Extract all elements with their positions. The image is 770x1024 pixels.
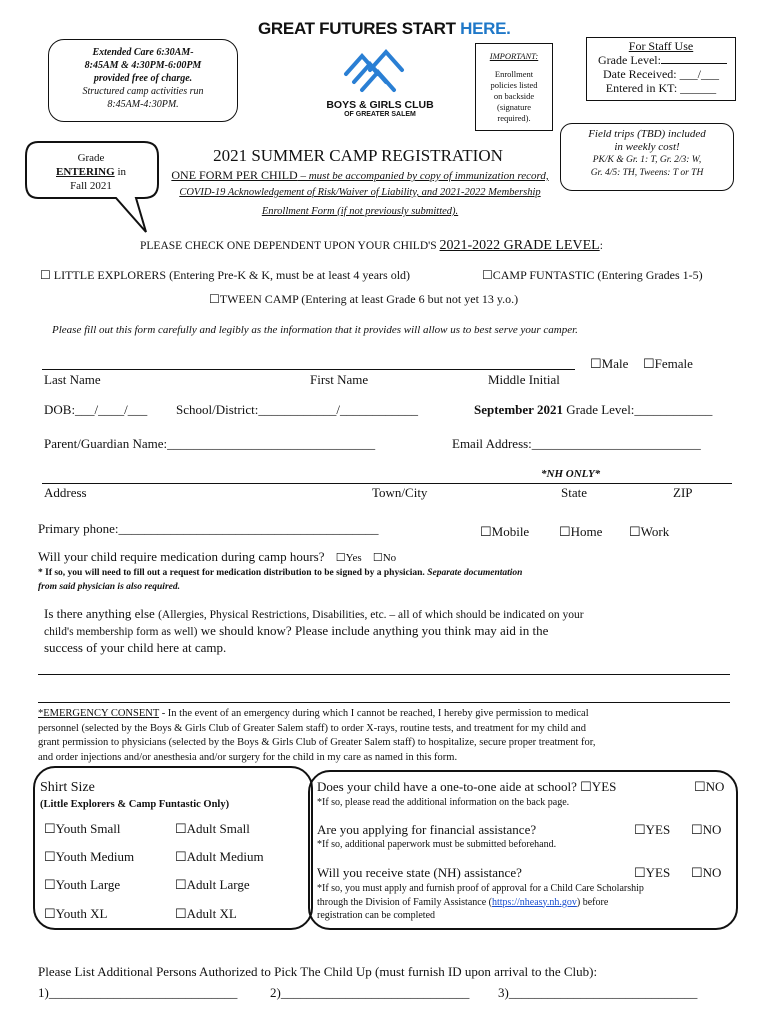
field-trips-line2: in weekly cost! [614,141,680,153]
medication-note-b: Separate documentation [427,568,523,578]
adult-large-checkbox[interactable]: ☐Adult Large [175,877,250,892]
pickup-person-2[interactable]: 2)_____________________________ [270,985,470,1000]
email-field[interactable]: Email Address:__________________________ [452,436,701,451]
field-trips-text [560,128,734,180]
state-no-checkbox[interactable]: ☐NO [691,865,722,880]
parent-guardian-field[interactable]: Parent/Guardian Name:________________________________ [44,436,376,451]
important-line2: policies listed [490,80,538,90]
staff-grade-label: Grade Level: [598,53,661,67]
medication-question: Will your child require medication during camp hours? [38,549,325,564]
emergency-text2: personnel (selected by the Boys & Girls Club of Greater Salem staff) to order X-rays, routine tests, and treatment for my child and [38,722,586,734]
financial-question: Are you applying for financial assistance? [317,822,537,837]
slogan-here: HERE. [460,19,511,38]
important-line5: required). [497,113,531,123]
financial-no-checkbox[interactable]: ☐NO [691,822,722,837]
medication-no-checkbox[interactable]: ☐No [372,552,397,564]
aide-no-checkbox[interactable]: ☐NO [694,779,725,794]
dob-field[interactable]: DOB:___/____/___ [44,402,148,417]
boys-girls-club-logo-icon [340,44,406,96]
zip-label: ZIP [673,485,693,500]
youth-medium-checkbox[interactable]: ☐Youth Medium [44,849,135,864]
aide-note: *If so, please read the additional information on the back page. [317,797,570,808]
nh-only-note: *NH ONLY* [541,468,601,480]
state-label: State [561,485,587,500]
last-name-label: Last Name [44,372,101,387]
medication-note-a: * If so, you will need to fill out a request for medication distribution to be signed by a physician. [38,568,425,578]
name-line[interactable] [42,369,575,370]
staff-use-text [586,39,736,95]
address-line[interactable] [42,483,732,484]
town-city-label: Town/City [372,485,428,500]
first-name-label: First Name [310,372,369,387]
program-camp-funtastic[interactable]: ☐CAMP FUNTASTIC (Entering Grades 1-5) [482,268,703,282]
youth-xl-checkbox[interactable]: ☐Youth XL [44,906,108,921]
grade-bubble-line1: Grade [77,152,105,164]
female-checkbox[interactable]: ☐Female [643,356,693,371]
page-title: 2021 SUMMER CAMP REGISTRATION [213,146,503,165]
grade-bubble-entering: ENTERING [56,166,115,178]
anything-else-l3: success of your child here at camp. [44,640,227,655]
state-note-line3: registration can be completed [317,910,436,921]
title-sub2: COVID-19 Acknowledgement of Risk/Waiver of Liability, and 2021-2022 Membership [179,187,541,198]
address-label: Address [44,485,87,500]
middle-initial-label: Middle Initial [488,372,560,387]
state-yes-checkbox[interactable]: ☐YES [634,865,671,880]
aide-question[interactable]: Does your child have a one-to-one aide at school? ☐YES [317,779,617,794]
medication-note [38,566,738,594]
medication-row [38,549,396,565]
slogan-start: GREAT FUTURES START [258,19,461,38]
anything-else-l1a: Is there anything else [44,606,159,621]
school-district-field[interactable]: School/District:____________/____________ [176,402,418,417]
adult-medium-checkbox[interactable]: ☐Adult Medium [175,849,264,864]
male-checkbox[interactable]: ☐Male [590,356,629,371]
emergency-consent [38,707,748,765]
staff-use-title: For Staff Use [628,39,694,53]
important-line3: on backside [493,91,535,101]
september-grade-level-field[interactable] [474,402,712,418]
important-line1: Enrollment [494,69,534,79]
september-2021-label: September 2021 [474,402,563,417]
work-checkbox[interactable]: ☐Work [629,524,670,539]
important-title: IMPORTANT: [489,51,539,61]
state-note-line2b: ) before [576,896,609,908]
check-one-suffix: : [599,240,603,252]
primary-phone-field[interactable]: Primary phone:________________________________________ [38,521,379,536]
state-note-line1: *If so, you must apply and furnish proof of approval for a Child Care Scholarship [317,883,644,894]
check-one-grade-level: 2021-2022 GRADE LEVEL [439,238,600,253]
emergency-text3: grant permission to physicians (selected by the Boys & Girls Club of Greater Salem staff) to hospitalize, secure proper treatment for, [38,737,596,748]
state-assistance-question: Will you receive state (NH) assistance? [317,865,522,880]
field-trips-line3: PK/K & Gr. 1: T, Gr. 2/3: W, [592,155,702,165]
logo-subname: OF GREATER SALEM [344,111,416,118]
anything-else-l2a: child's membership form as well) [44,626,198,638]
check-one-prefix: PLEASE CHECK ONE DEPENDENT UPON YOUR CHILD'S [140,240,440,252]
program-little-explorers[interactable]: ☐ LITTLE EXPLORERS (Entering Pre-K & K, must be at least 4 years old) [40,268,411,282]
youth-large-checkbox[interactable]: ☐Youth Large [44,877,121,892]
one-form-per-child: ONE FORM PER CHILD [171,168,298,182]
shirt-size-note: (Little Explorers & Camp Funtastic Only) [40,799,230,810]
important-text [475,51,553,124]
anything-else-line2[interactable] [38,702,730,703]
financial-yes-checkbox[interactable]: ☐YES [634,822,671,837]
title-sub1-rest: – must be accompanied by copy of immunization record, [297,170,549,182]
anything-else-l1b: (Allergies, Physical Restrictions, Disabilities, etc. – all of which should be indicated on your [158,609,584,621]
pickup-person-3[interactable]: 3)_____________________________ [498,985,698,1000]
shirt-size-title: Shirt Size [40,780,95,795]
emergency-text4: and order injections and/or anesthesia and/or surgery for the child in my care as named in this form. [38,751,458,763]
medication-yes-checkbox[interactable]: ☐Yes [335,552,362,564]
medication-note-c: from said physician is also required. [38,582,180,592]
mobile-checkbox[interactable]: ☐Mobile [480,524,530,539]
financial-note: *If so, additional paperwork must be submitted beforehand. [317,839,557,850]
grade-bubble-line3: Fall 2021 [70,180,112,192]
anything-else-question [44,606,744,655]
form-instructions: Please fill out this form carefully and legibly as the information that it provides will allow us to best serve your camper. [52,324,578,336]
logo-name: BOYS & GIRLS CLUB [326,99,434,111]
extended-care-line5: 8:45AM-4:30PM. [107,99,179,110]
check-one-instruction [140,238,603,254]
extended-care-line3: provided free of charge. [93,73,193,84]
pickup-title: Please List Additional Persons Authorized to Pick The Child Up (must furnish ID upon arrival to the Club): [38,964,598,979]
home-checkbox[interactable]: ☐Home [559,524,603,539]
extended-care-line1: Extended Care 6:30AM- [92,47,194,58]
state-note [317,882,737,923]
title-sub1 [160,168,560,183]
adult-xl-checkbox[interactable]: ☐Adult XL [175,906,237,921]
grade-bubble-text [26,151,156,193]
emergency-consent-label: *EMERGENCY CONSENT [38,708,160,719]
youth-small-checkbox[interactable]: ☐Youth Small [44,821,121,836]
field-trips-line1: Field trips (TBD) included [588,128,706,140]
grade-bubble-in: in [114,166,126,178]
anything-else-line1[interactable] [38,674,730,675]
staff-entered-kt: Entered in KT: ______ [605,81,717,95]
extended-care-text [48,46,238,111]
extended-care-line4: Structured camp activities run [82,86,204,97]
emergency-text1: - In the event of an emergency during which I cannot be reached, I hereby give permission to medical [159,708,589,719]
important-line4: (signature [497,102,531,112]
nheasy-link[interactable]: https://nheasy.nh.gov [492,896,577,908]
extended-care-line2: 8:45AM & 4:30PM-6:00PM [84,60,202,71]
anything-else-l2b: we should know? Please include anything you think may aid in the [197,623,549,638]
slogan [258,19,511,39]
staff-date-received: Date Received: ___/___ [603,67,719,81]
grade-level-label: Grade Level:____________ [562,402,713,417]
title-sub3: Enrollment Form (if not previously submitted). [261,206,459,217]
state-note-line2a: through the Division of Family Assistance ( [317,896,492,908]
program-tween-camp[interactable]: ☐TWEEN CAMP (Entering at least Grade 6 but not yet 13 y.o.) [209,292,519,306]
adult-small-checkbox[interactable]: ☐Adult Small [175,821,250,836]
pickup-person-1[interactable]: 1)_____________________________ [38,985,238,1000]
field-trips-line4: Gr. 4/5: TH, Tweens: T or TH [590,168,704,178]
